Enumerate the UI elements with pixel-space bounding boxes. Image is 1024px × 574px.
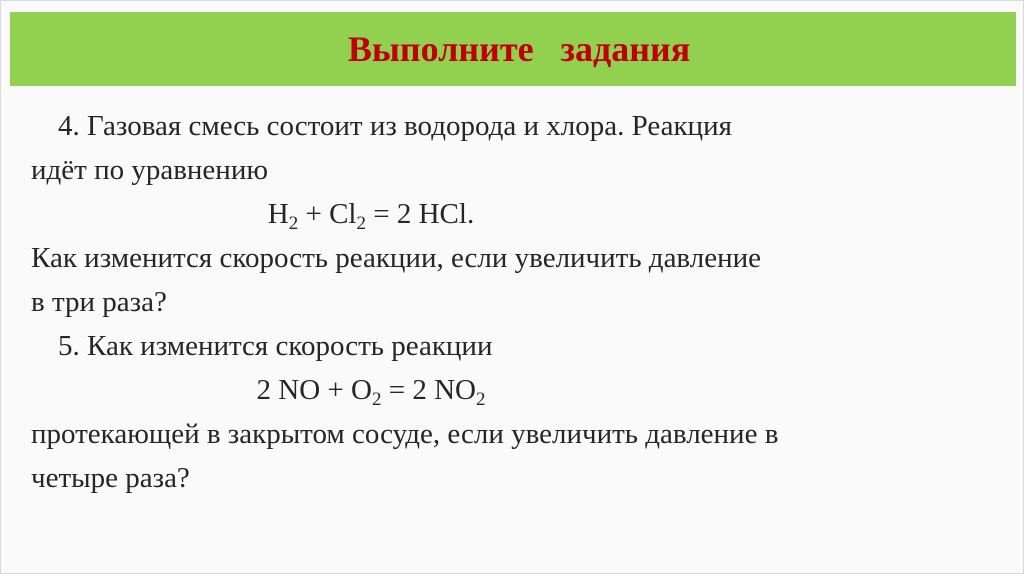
eq-h: H bbox=[267, 198, 289, 230]
eq-h-sub: 2 bbox=[288, 213, 299, 234]
task5-line3: четыре раза? bbox=[31, 462, 190, 494]
task5-line2: протекающей в закрытом сосуде, если увеличить давление в bbox=[31, 418, 779, 450]
eq-cl-sub: 2 bbox=[356, 213, 366, 234]
slide-title: Выполните задания bbox=[347, 29, 691, 69]
eq5-part1: 2 NO + O bbox=[256, 374, 372, 406]
task4-line3: Как изменится скорость реакции, если увеличить давление bbox=[31, 242, 761, 274]
eq-rest: = 2 HCl. bbox=[366, 198, 475, 230]
eq5-part2: = 2 NO bbox=[381, 374, 476, 406]
task4-equation bbox=[31, 198, 711, 234]
eq5-o-sub: 2 bbox=[371, 389, 382, 410]
task5-line1: 5. Как изменится скорость реакции bbox=[58, 330, 493, 362]
task5-equation bbox=[31, 374, 711, 410]
task4-line4: в три раза? bbox=[31, 286, 167, 318]
eq-cl: + Cl bbox=[298, 198, 357, 230]
task4-line2: идёт по уравнению bbox=[31, 154, 268, 186]
task4-line1: 4. Газовая смесь состоит из водорода и хлора. Реакция bbox=[58, 110, 732, 142]
eq5-no-sub: 2 bbox=[475, 389, 486, 410]
title-bar bbox=[10, 12, 1016, 86]
